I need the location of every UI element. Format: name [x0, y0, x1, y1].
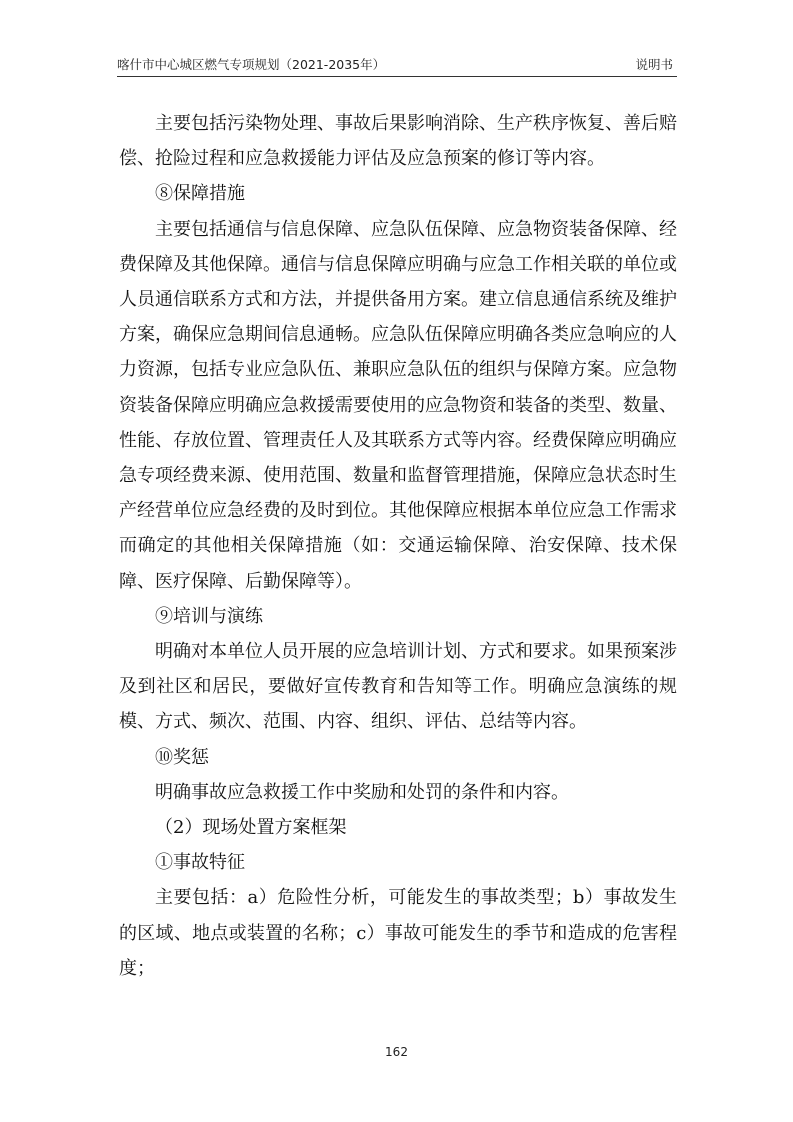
document-title: 喀什市中心城区燃气专项规划（2021-2035年）: [117, 57, 386, 72]
paragraph-rewards-penalties: 明确事故应急救援工作中奖励和处罚的条件和内容。: [155, 781, 569, 803]
paragraph-accident-features: 主要包括：a）危险性分析，可能发生的事故类型；b）事故发生的区域、地点或装置的名称；c）事故可能发生的季节和造成的危害程度；: [119, 887, 677, 979]
header-divider: [117, 76, 677, 77]
heading-training-drills: ⑨培训与演练: [155, 605, 263, 627]
paragraph-training-drills: 明确对本单位人员开展的应急培训计划、方式和要求。如果预案涉及到社区和居民，要做好宣传教育和告知等工作。明确应急演练的规模、方式、频次、范围、内容、组织、评估、总结等内容。: [119, 641, 677, 733]
section-label: 说明书: [635, 57, 673, 72]
page-number: 162: [385, 1045, 408, 1059]
paragraph-safeguard-measures: 主要包括通信与信息保障、应急队伍保障、应急物资装备保障、经费保障及其他保障。通信与信息保障应明确与应急工作相关联的单位或人员通信联系方式和方法，并提供备用方案。建立信息通信系统及维护方案，确保应急期间信息通畅。应急队伍保障应明确各类应急响应的人力资源，包括专业应急队伍、兼职应急队伍的组织与保障方案。应急物资装备保障应明确应急救援需要使用的应急物资和装备的类型、数量、性能、存放位置、管理责任人及其联系方式等内容。经费保障应明确应急专项经费来源、使用范围、数量和监督管理措施，保障应急状态时生产经营单位应急经费的及时到位。其他保障应根据本单位应急工作需求而确定的其他相关保障措施（如：交通运输保障、治安保障、技术保障、医疗保障、后勤保障等）。: [119, 218, 677, 592]
heading-accident-features: ①事故特征: [155, 852, 245, 874]
page-header: [117, 52, 677, 74]
heading-safeguard-measures: ⑧保障措施: [155, 183, 245, 205]
paragraph-aftermath: 主要包括污染物处理、事故后果影响消除、生产秩序恢复、善后赔偿、抢险过程和应急救援能力评估及应急预案的修订等内容。: [119, 113, 677, 170]
heading-onsite-plan-framework: （2）现场处置方案框架: [155, 817, 347, 839]
heading-rewards-penalties: ⑩奖惩: [155, 746, 209, 768]
page-body: [119, 106, 677, 986]
